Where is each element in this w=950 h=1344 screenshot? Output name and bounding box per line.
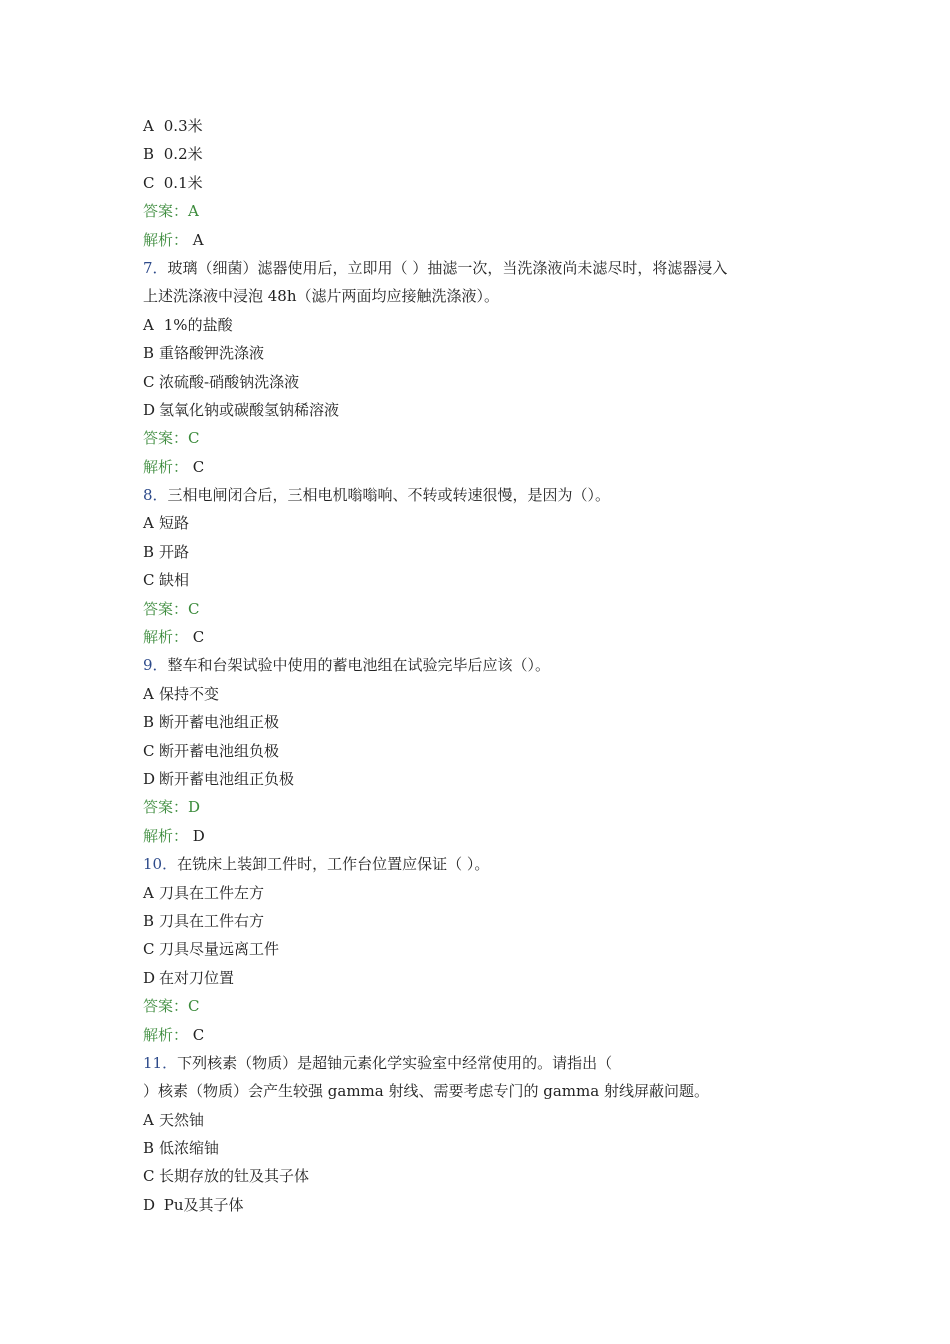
option-b: B 低浓缩铀 xyxy=(143,1139,220,1158)
option-a: A 0.3米 xyxy=(143,117,203,135)
question-7-stem-cont: 上述洗涤液中浸泡 48h（滤片两面均应接触洗涤液）。 xyxy=(143,287,500,306)
option-d: D Pu及其子体 xyxy=(143,1195,244,1214)
question-11-stem-cont: ）核素（物质）会产生较强 gamma 射线、需要考虑专门的 gamma 射线屏蔽问题。 xyxy=(143,1082,709,1101)
option-d: D 氢氧化钠或碳酸氢钠稀溶液 xyxy=(143,400,340,419)
document-page xyxy=(143,112,823,1219)
analysis-line: 解析： D xyxy=(143,826,205,845)
question-11-stem: 11．下列核素（物质）是超铀元素化学实验室中经常使用的。请指出（ xyxy=(143,1053,613,1072)
question-7-stem: 7．玻璃（细菌）滤器使用后，立即用（ ）抽滤一次，当洗涤液尚未滤尽时，将滤器浸入 xyxy=(143,258,728,277)
question-9-stem: 9．整车和台架试验中使用的蓄电池组在试验完毕后应该（）。 xyxy=(143,656,551,675)
answer-line: 答案：D xyxy=(143,798,201,817)
analysis-line: 解析： C xyxy=(143,457,205,476)
option-d: D 断开蓄电池组正负极 xyxy=(143,769,295,788)
option-c: C 缺相 xyxy=(143,571,190,590)
option-b: B 重铬酸钾洗涤液 xyxy=(143,344,265,363)
answer-line: 答案：C xyxy=(143,599,200,618)
question-10-stem: 10．在铣床上装卸工件时，工作台位置应保证（ ）。 xyxy=(143,855,490,874)
option-a: A 短路 xyxy=(143,514,190,533)
option-a: A 天然铀 xyxy=(143,1110,205,1129)
answer-line: 答案：A xyxy=(143,202,199,221)
option-d: D 在对刀位置 xyxy=(143,968,235,987)
option-c: C 0.1米 xyxy=(143,173,203,192)
option-c: C 断开蓄电池组负极 xyxy=(143,741,280,760)
option-b: B 刀具在工件右方 xyxy=(143,911,265,930)
option-c: C 长期存放的钍及其子体 xyxy=(143,1167,310,1186)
option-b: B 0.2米 xyxy=(143,145,203,164)
option-a: A 刀具在工件左方 xyxy=(143,883,265,902)
option-a: A 1%的盐酸 xyxy=(143,315,233,334)
option-b: B 断开蓄电池组正极 xyxy=(143,713,280,732)
analysis-line: 解析： A xyxy=(143,230,204,249)
answer-line: 答案：C xyxy=(143,997,200,1016)
question-8-stem: 8．三相电闸闭合后，三相电机嗡嗡响、不转或转速很慢，是因为（）。 xyxy=(143,486,611,505)
answer-line: 答案：C xyxy=(143,429,200,448)
analysis-line: 解析： C xyxy=(143,1025,205,1044)
option-b: B 开路 xyxy=(143,542,190,561)
analysis-line: 解析： C xyxy=(143,628,205,647)
option-c: C 浓硫酸-硝酸钠洗涤液 xyxy=(143,372,300,391)
option-a: A 保持不变 xyxy=(143,684,220,703)
option-c: C 刀具尽量远离工件 xyxy=(143,940,280,959)
